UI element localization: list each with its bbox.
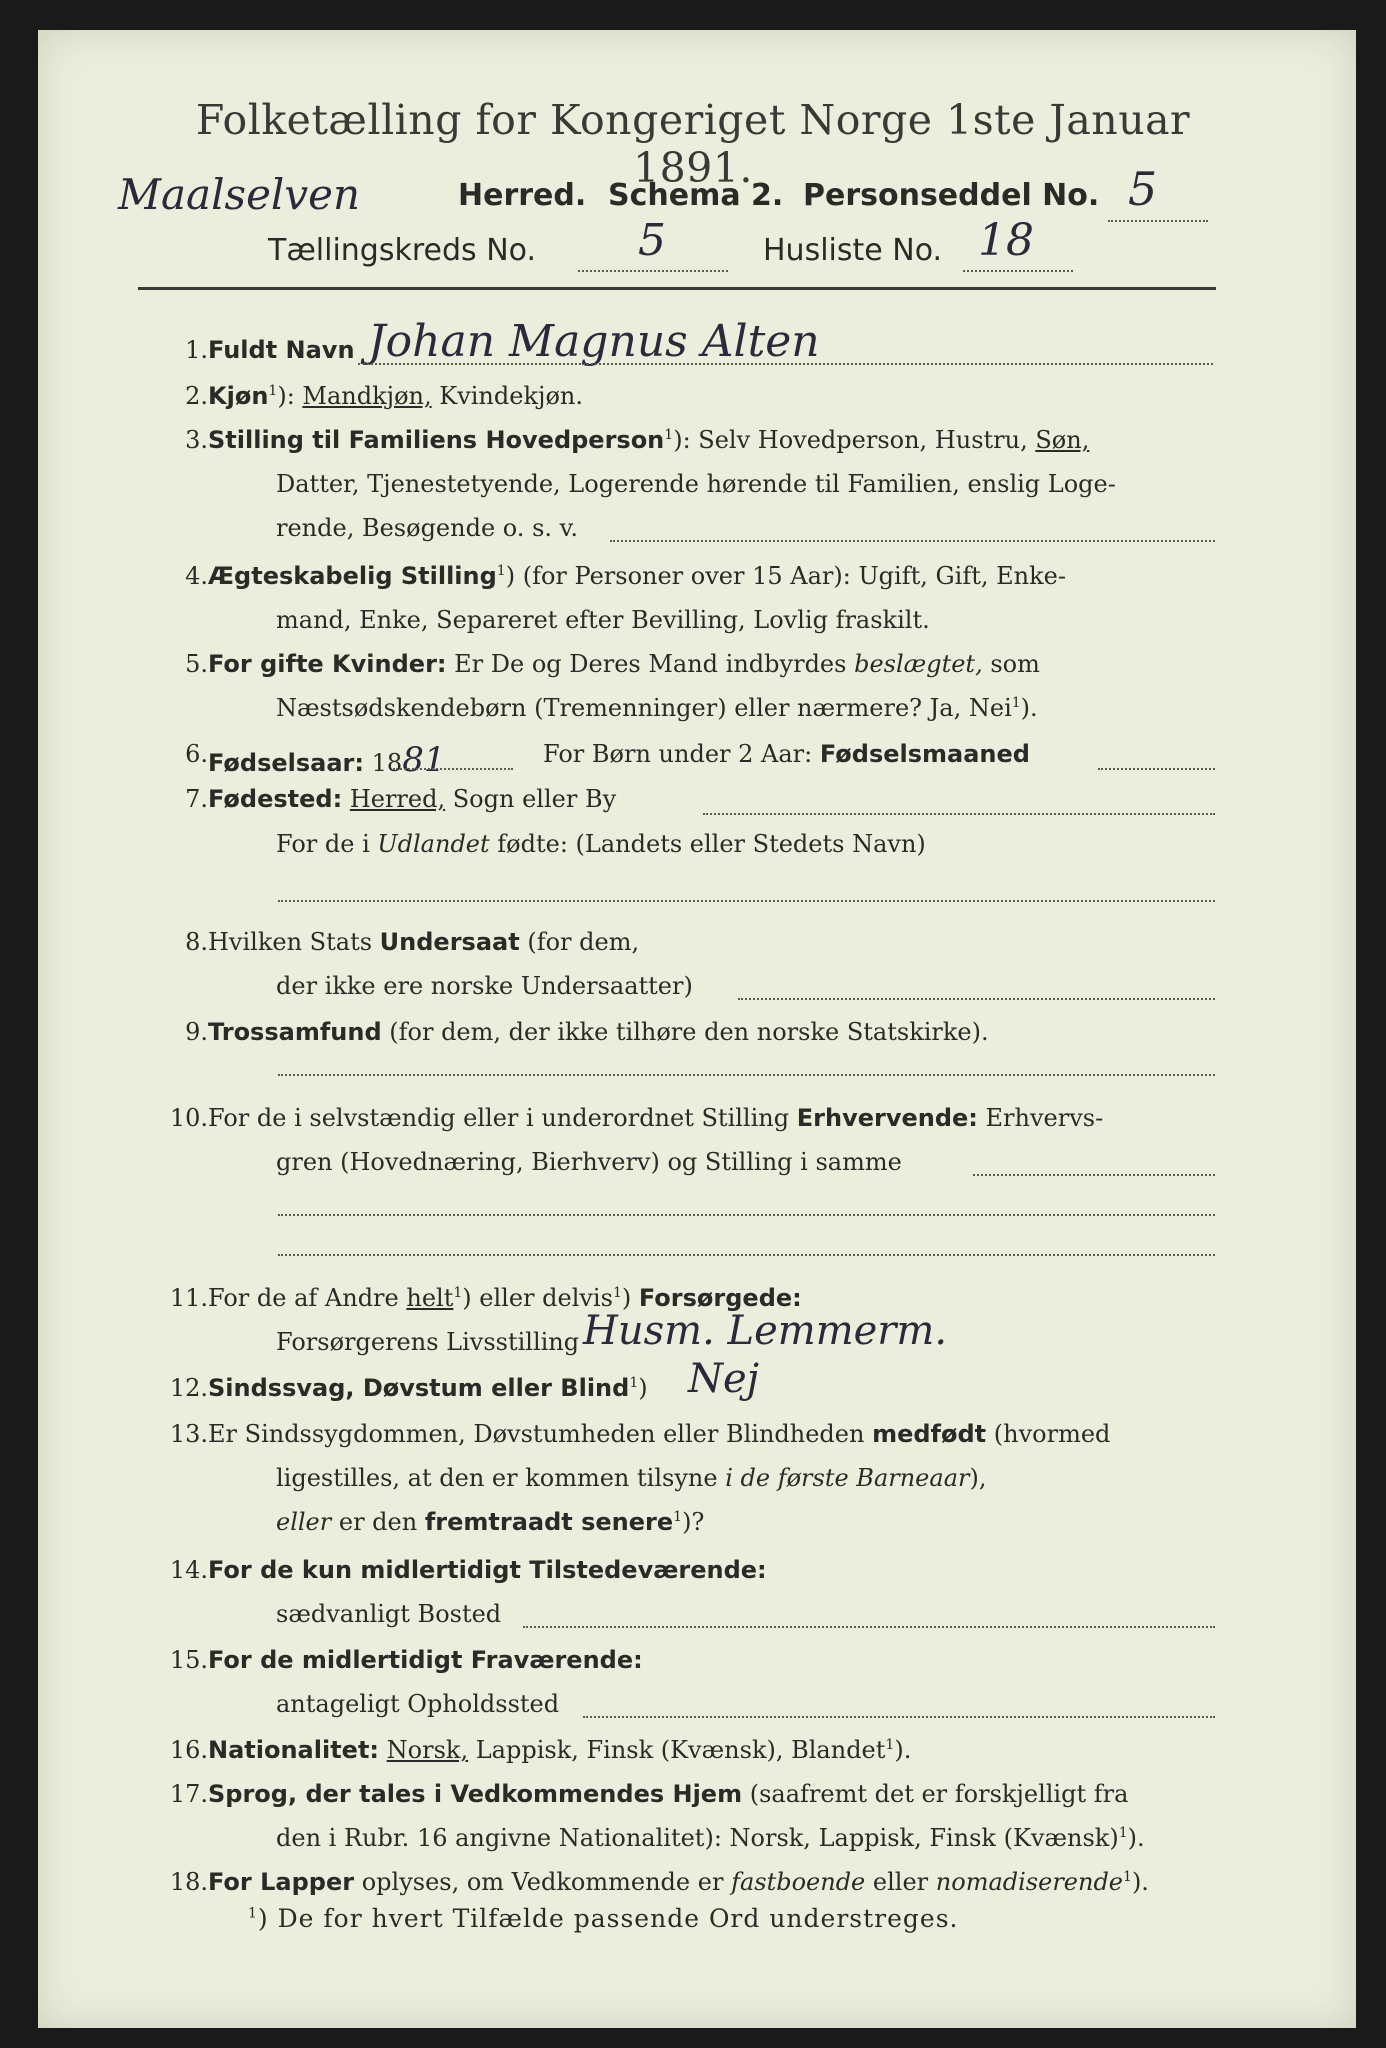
q8-number: 8. xyxy=(185,928,208,956)
q9-line: Trossamfund (for dem, der ikke tilhøre den norske Statskirke). xyxy=(208,1018,989,1046)
q11-line1: For de af Andre helt$^1$) eller delvis$^1$) Forsørgede: xyxy=(208,1284,802,1312)
q5-line1: For gifte Kvinder: Er De og Deres Mand indbyrdes beslægtet, som xyxy=(208,650,1040,678)
q3-line3: rende, Besøgende o. s. v. xyxy=(276,514,578,542)
q1-number: 1. xyxy=(185,336,208,364)
q18-line: For Lapper oplyses, om Vedkommende er fastboende eller nomadiserende$^1$). xyxy=(208,1868,1149,1896)
q7-line1: Fødested: Herred, Sogn eller By xyxy=(208,785,617,813)
q17-line2: den i Rubr. 16 angivne Nationalitet): Norsk, Lappisk, Finsk (Kvænsk)$^1$). xyxy=(276,1824,1145,1852)
q4-line1: Ægteskabelig Stilling$^1$) (for Personer over 15 Aar): Ugift, Gift, Enke- xyxy=(208,562,1066,590)
q16-number: 16. xyxy=(169,1736,208,1764)
kreds-value: 5 xyxy=(638,215,666,266)
q7-dots-2 xyxy=(278,900,1215,902)
q3-line2: Datter, Tjenestetyende, Logerende hørende til Familien, enslig Loge- xyxy=(276,470,1116,498)
q7-selected-option: Herred, xyxy=(349,785,446,813)
herred-handwritten-value: Maalselven xyxy=(118,170,360,219)
q6-line-b: For Børn under 2 Aar: Fødselsmaaned xyxy=(543,740,1030,768)
q8-line2: der ikke ere norske Undersaatter) xyxy=(276,972,693,1000)
q13-line3: eller er den fremtraadt senere$^1$)? xyxy=(276,1508,705,1536)
q13-number: 13. xyxy=(169,1420,208,1448)
q14-number: 14. xyxy=(169,1556,208,1584)
q9-dots xyxy=(278,1074,1215,1076)
q7-number: 7. xyxy=(185,785,208,813)
q7-line2: For de i Udlandet fødte: (Landets eller Stedets Navn) xyxy=(276,830,926,858)
q4-line2: mand, Enke, Separeret efter Bevilling, Lovlig fraskilt. xyxy=(276,606,930,634)
q1-label: Fuldt Navn xyxy=(208,336,355,364)
q12-handwritten-value: Nej xyxy=(688,1356,760,1402)
header-rule xyxy=(138,287,1216,290)
husliste-dots xyxy=(963,270,1073,272)
q5-number: 5. xyxy=(185,650,208,678)
q10-number: 10. xyxy=(169,1104,208,1132)
kreds-label: Tællingskreds No. xyxy=(268,233,536,268)
q12-number: 12. xyxy=(169,1374,208,1402)
q16-line: Nationalitet: Norsk, Lappisk, Finsk (Kvænsk), Blandet$^1$). xyxy=(208,1736,912,1764)
q2-selected-option: Mandkjøn, xyxy=(302,382,432,410)
q15-label: For de midlertidigt Fraværende: xyxy=(208,1646,643,1674)
q3-dots xyxy=(610,540,1215,542)
kreds-dots xyxy=(578,270,728,272)
q8-dots xyxy=(738,998,1215,1000)
q2-label: Kjøn xyxy=(208,382,269,410)
q11-number: 11. xyxy=(169,1284,208,1312)
q10-dots-1 xyxy=(973,1174,1215,1176)
q2-number: 2. xyxy=(185,382,208,410)
q17-number: 17. xyxy=(169,1780,208,1808)
q15-line2: antageligt Opholdssted xyxy=(276,1690,560,1718)
q3-selected-option: Søn, xyxy=(1035,426,1090,454)
q12-line: Sindssvag, Døvstum eller Blind$^1$) xyxy=(208,1374,648,1402)
q16-selected-option: Norsk, xyxy=(386,1736,469,1764)
q2-line: Kjøn$^1$): Mandkjøn, Kvindekjøn. xyxy=(208,382,583,410)
q6-month-dots xyxy=(1098,768,1215,770)
q3-number: 3. xyxy=(185,426,208,454)
q15-number: 15. xyxy=(169,1646,208,1674)
q7-dots-1 xyxy=(703,813,1215,815)
q1-dots xyxy=(358,363,1213,365)
q13-line1: Er Sindssygdommen, Døvstumheden eller Blindheden medfødt (hvormed xyxy=(208,1420,1111,1448)
q14-label: For de kun midlertidigt Tilstedeværende: xyxy=(208,1556,767,1584)
q6-line: Fødselsaar: 1881 xyxy=(208,740,446,780)
q11-line2: Forsørgerens Livsstilling xyxy=(276,1328,580,1356)
form-title: Folketælling for Kongeriget Norge 1ste Januar 1891. xyxy=(195,96,1191,192)
personseddel-value: 5 xyxy=(1128,162,1158,216)
q15-dots xyxy=(583,1716,1215,1718)
q6-year-value: 81 xyxy=(402,740,446,780)
schema-label: Schema 2. xyxy=(608,178,784,213)
personseddel-label: Personseddel No. xyxy=(803,178,1100,213)
q11-handwritten-value: Husm. Lemmerm. xyxy=(583,1308,948,1354)
q3-line1: Stilling til Familiens Hovedperson$^1$): Selv Hovedperson, Hustru, Søn, xyxy=(208,426,1090,454)
q10-dots-3 xyxy=(278,1254,1215,1256)
q6-number: 6. xyxy=(185,740,208,768)
q9-number: 9. xyxy=(185,1018,208,1046)
q17-line1: Sprog, der tales i Vedkommendes Hjem (saafremt det er forskjelligt fra xyxy=(208,1780,1129,1808)
q6-year-dots xyxy=(393,768,513,770)
q13-line2: ligestilles, at den er kommen tilsyne i de første Barneaar), xyxy=(276,1464,987,1492)
q10-line1: For de i selvstændig eller i underordnet Stilling Erhvervende: Erhvervs- xyxy=(208,1104,1104,1132)
herred-label: Herred. xyxy=(458,178,587,213)
personseddel-dots xyxy=(1108,220,1208,222)
husliste-value: 18 xyxy=(978,215,1034,266)
q5-line2: Næstsødskendebørn (Tremenninger) eller nærmere? Ja, Nei$^1$). xyxy=(276,694,1038,722)
census-form-page xyxy=(38,30,1356,2028)
q14-line2: sædvanligt Bosted xyxy=(276,1600,502,1628)
q10-dots-2 xyxy=(278,1214,1215,1216)
q18-number: 18. xyxy=(169,1868,208,1896)
husliste-label: Husliste No. xyxy=(763,233,943,268)
q14-dots xyxy=(523,1626,1215,1628)
q8-line1: Hvilken Stats Undersaat (for dem, xyxy=(208,928,640,956)
footnote: $^1$) De for hvert Tilfælde passende Ord understreges. xyxy=(248,1904,959,1933)
q11-selected-option: helt xyxy=(406,1284,454,1312)
q1-name-value: Johan Magnus Alten xyxy=(368,316,820,367)
q10-line2: gren (Hovednæring, Bierhverv) og Stilling i samme xyxy=(276,1148,902,1176)
q4-number: 4. xyxy=(185,562,208,590)
